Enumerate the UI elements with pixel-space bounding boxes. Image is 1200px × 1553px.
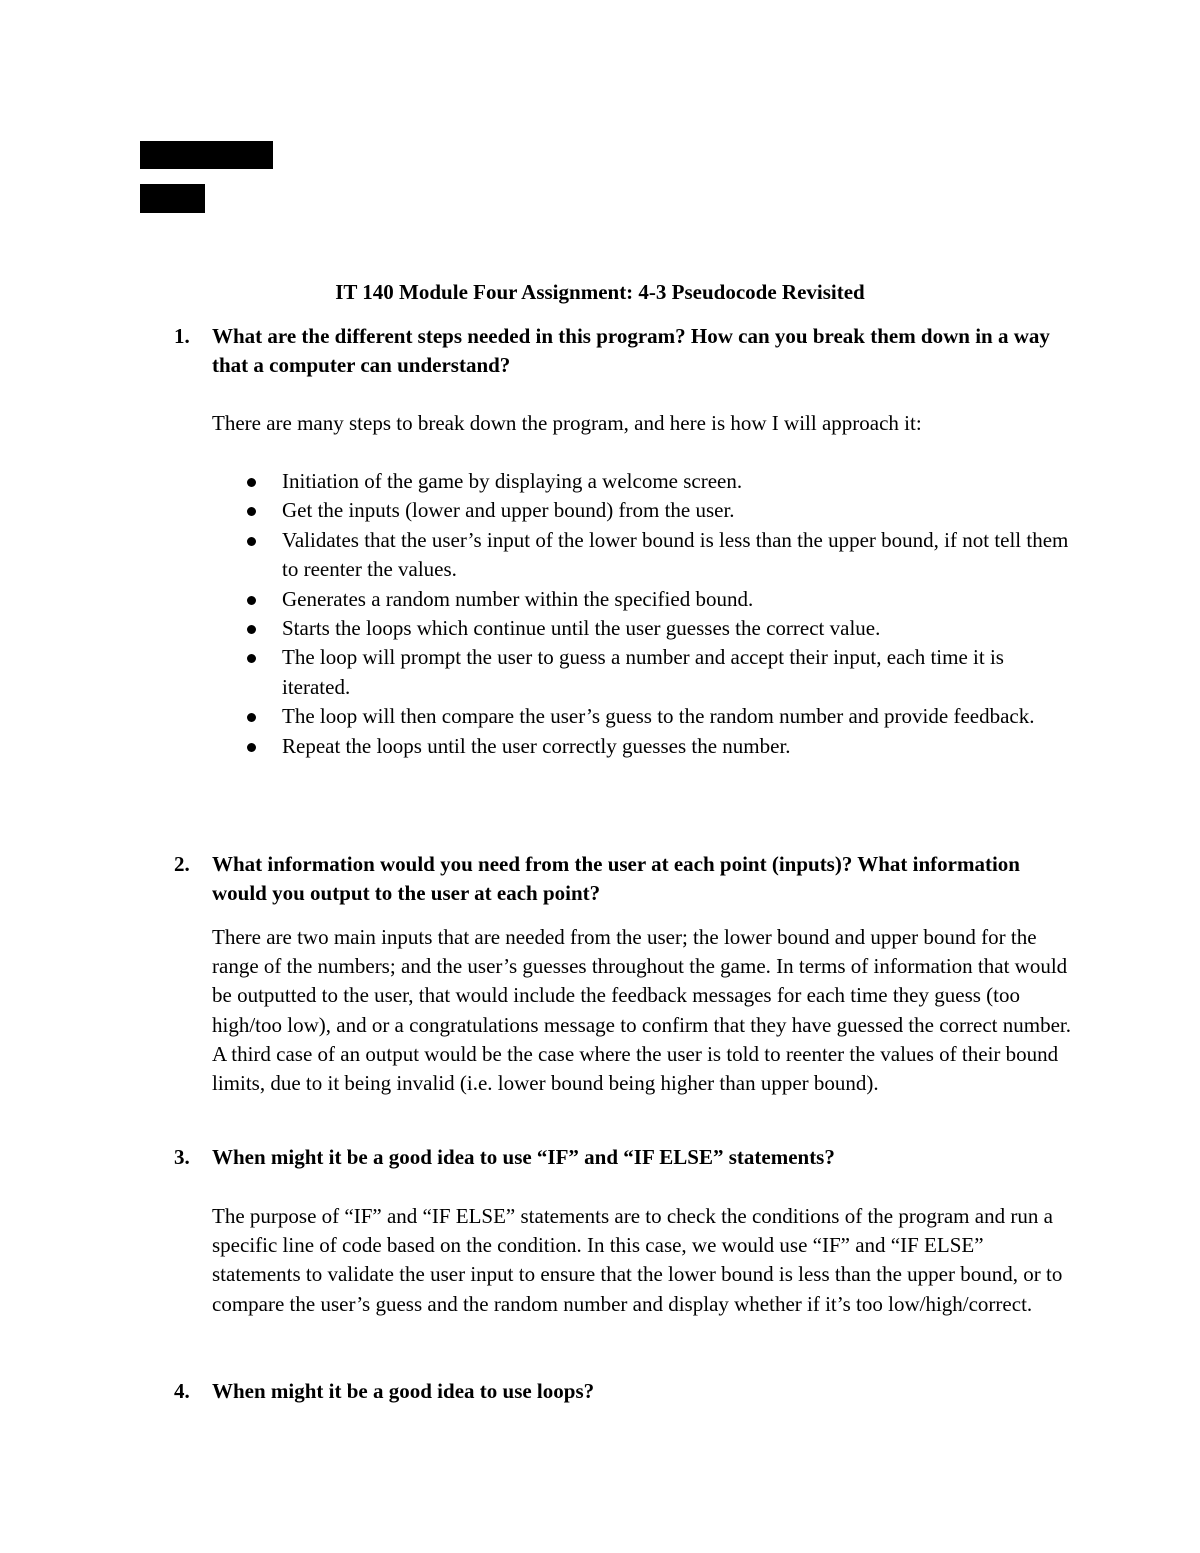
bullet-text: Validates that the user’s input of the lower bound is less than the upper bound, if not tell them to reenter the values. — [282, 527, 1069, 582]
question-1-answer-intro: There are many steps to break down the program, and here is how I will approach it: — [212, 411, 922, 435]
question-2-number: 2. — [174, 852, 190, 876]
question-1-number: 1. — [174, 324, 190, 348]
list-item — [244, 585, 1074, 614]
bullet-text: The loop will prompt the user to guess a number and accept their input, each time it is iterated. — [282, 645, 1004, 699]
bullet-text: Repeat the loops until the user correctly guesses the number. — [282, 733, 791, 758]
question-4-text: When might it be a good idea to use loops? — [212, 1379, 595, 1403]
bullet-icon — [247, 507, 256, 516]
bullet-icon — [247, 743, 256, 752]
list-item — [244, 467, 1074, 496]
bullet-text: The loop will then compare the user’s guess to the random number and provide feedback. — [282, 704, 1035, 729]
question-3-number: 3. — [174, 1145, 190, 1169]
list-item — [244, 496, 1074, 525]
bullet-icon — [247, 713, 256, 722]
bullet-text: Get the inputs (lower and upper bound) from the user. — [282, 498, 735, 523]
question-1-text: What are the different steps needed in this program? How can you break them down in a way that a computer can understand? — [212, 324, 1050, 377]
question-3-answer: The purpose of “IF” and “IF ELSE” statements are to check the conditions of the program and run a specific line of code based on the condition. In this case, we would use “IF” and “IF ELSE” statements to validate the user input to ensure that the lower bound is less than the upper bound, or to compare the user’s guess and the random number and display whether if it’s too low/high/correct. — [212, 1204, 1063, 1316]
question-2-answer: There are two main inputs that are needed from the user; the lower bound and upper bound for the range of the numbers; and the user’s guesses throughout the game. In terms of information that would be outputted to the user, that would include the feedback messages for each time they guess (too high/too low), and or a congratulations message to confirm that they have guessed the correct number. A third case of an output would be the case where the user is told to reenter the values of their bound limits, due to it being invalid (i.e. lower bound being higher than upper bound). — [212, 925, 1072, 1096]
list-item — [244, 702, 1074, 731]
bullet-icon — [247, 478, 256, 487]
question-3-text: When might it be a good idea to use “IF” and “IF ELSE” statements? — [212, 1145, 835, 1169]
document-title: IT 140 Module Four Assignment: 4-3 Pseudocode Revisited — [335, 280, 865, 304]
bullet-text: Generates a random number within the specified bound. — [282, 586, 754, 611]
list-item — [244, 526, 1074, 585]
bullet-text: Starts the loops which continue until the user guesses the correct value. — [282, 616, 881, 641]
bullet-icon — [247, 596, 256, 605]
list-item — [244, 732, 1074, 761]
redacted-name-block — [140, 141, 273, 169]
question-4-number: 4. — [174, 1379, 190, 1403]
bullet-icon — [247, 654, 256, 663]
list-item — [244, 614, 1074, 643]
bullet-icon — [247, 537, 256, 546]
bullet-icon — [247, 625, 256, 634]
bullet-text: Initiation of the game by displaying a welcome screen. — [282, 469, 743, 493]
redacted-date-block — [140, 184, 205, 213]
question-1-bullet-list — [244, 467, 1074, 761]
question-2-text: What information would you need from the user at each point (inputs)? What information would you output to the user at each point? — [212, 852, 1020, 905]
list-item — [244, 643, 1074, 702]
